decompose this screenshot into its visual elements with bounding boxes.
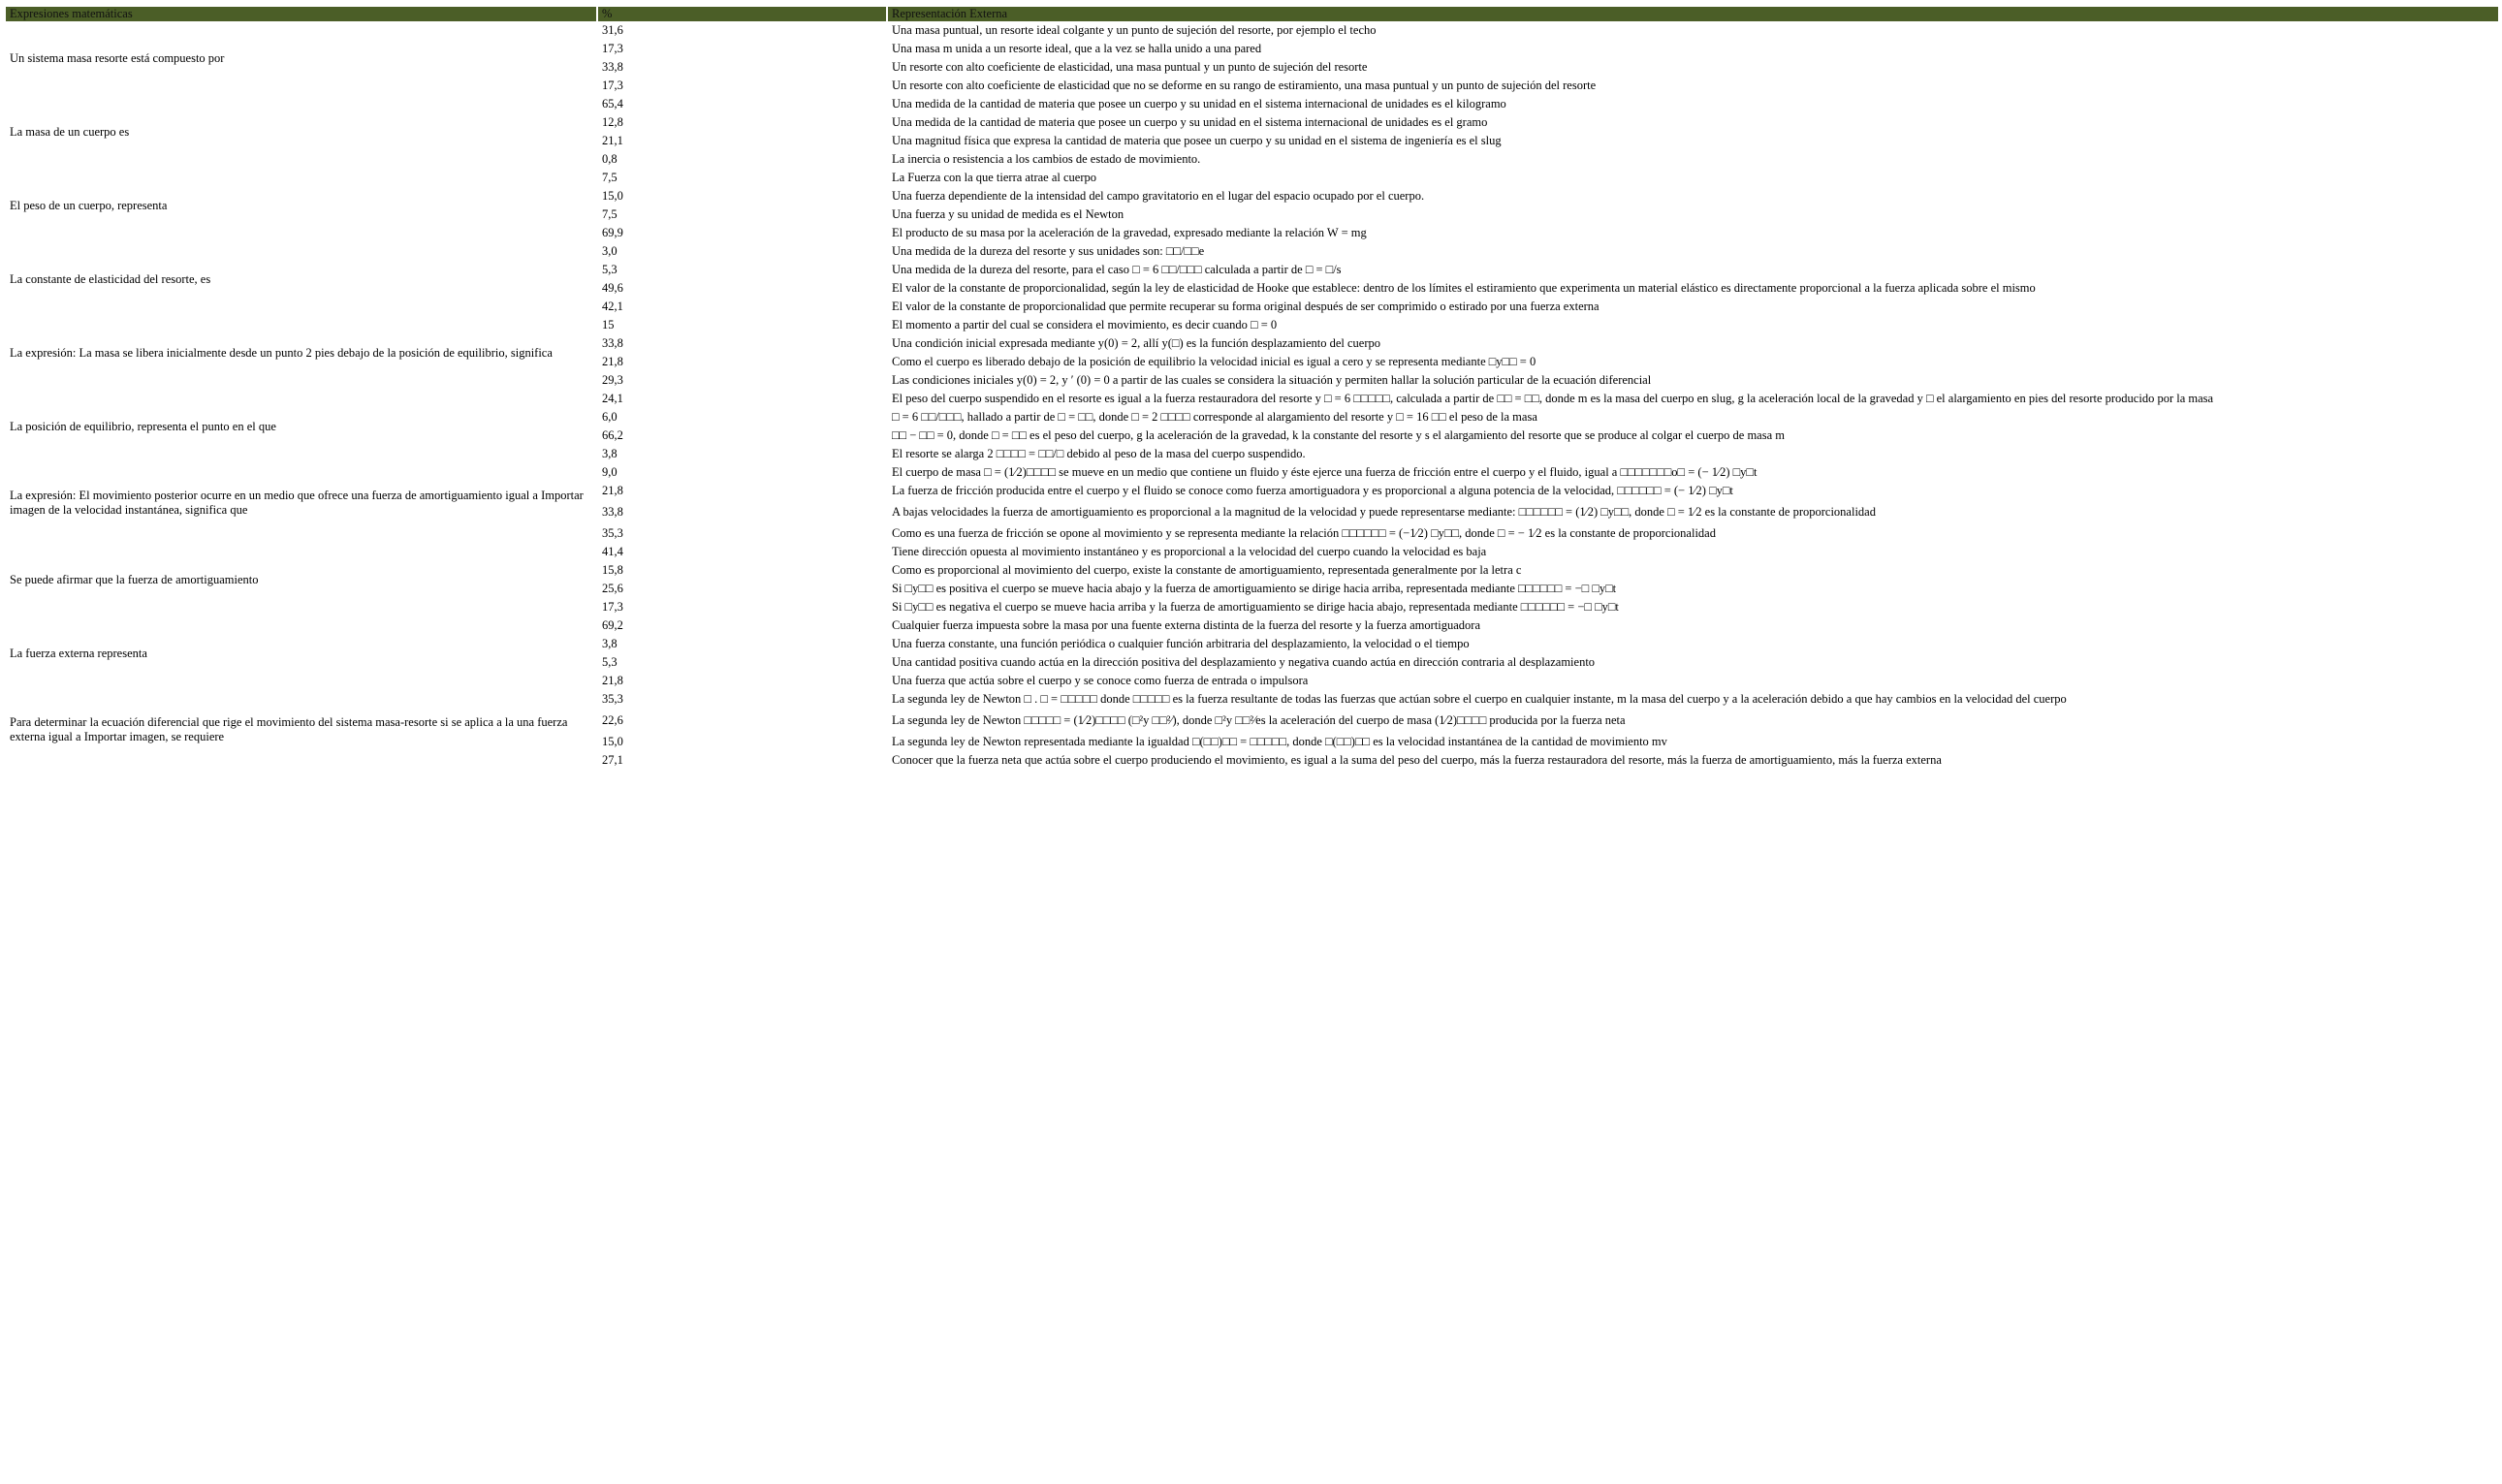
percent-cell: 41,4 [602, 545, 623, 558]
representation-cell: El peso del cuerpo suspendido en el resorte es igual a la fuerza restauradora del resorte y □ = 6 □□□□□, calculada a partir de □□ = □□, donde m es la masa del cuerpo en slug, g la aceleración local de la gravedad y □ el alargamiento en pies del resorte producido por la masa [892, 392, 2214, 405]
percent-cell: 17,3 [602, 42, 623, 55]
expression-cell: La expresión: La masa se libera inicialmente desde un punto 2 pies debajo de la posición de equilibrio, significa [10, 345, 553, 360]
percent-cell: 22,6 [602, 713, 623, 727]
percent-cell: 24,1 [602, 392, 623, 405]
expression-cell: El peso de un cuerpo, representa [10, 198, 168, 212]
expression-cell: Se puede afirmar que la fuerza de amortiguamiento [10, 572, 259, 586]
percent-cell: 5,3 [602, 263, 618, 276]
representation-cell: El valor de la constante de proporcionalidad, según la ley de elasticidad de Hooke que establece: dentro de los límites el estiramiento que experimenta un material elástico es directamente proporcional a la fuerza aplicada sobre el mismo [892, 281, 2036, 295]
table-row [6, 390, 2498, 408]
representation-cell: El cuerpo de masa □ = (1⁄2)□□□□ se mueve en un medio que contiene un fluido y éste ejerce una fuerza de fricción entre el cuerpo y el fluido, igual a □□□□□□□o□ = (− 1⁄2) □y□t [892, 465, 1758, 479]
representation-cell: Como es proporcional al movimiento del cuerpo, existe la constante de amortiguamiento, representada generalmente por la letra c [892, 563, 1522, 577]
representation-cell: Como el cuerpo es liberado debajo de la posición de equilibrio la velocidad inicial es igual a cero y se representa mediante □y□□ = 0 [892, 355, 1536, 368]
table-row [6, 21, 2498, 40]
expression-cell: Un sistema masa resorte está compuesto por [10, 50, 225, 65]
percent-cell: 69,2 [602, 618, 623, 632]
representation-cell: Un resorte con alto coeficiente de elasticidad, una masa puntual y un punto de sujeción del resorte [892, 60, 1368, 74]
representation-cell: Una fuerza constante, una función periódica o cualquier función arbitraria del desplazamiento, la velocidad o el tiempo [892, 637, 1470, 650]
percent-cell: 21,8 [602, 674, 623, 687]
percent-cell: 15 [602, 318, 615, 332]
percent-cell: 7,5 [602, 171, 618, 184]
table-body [6, 21, 2498, 770]
percent-cell: 33,8 [602, 336, 623, 350]
representation-cell: Una masa puntual, un resorte ideal colgante y un punto de sujeción del resorte, por ejemplo el techo [892, 23, 1377, 37]
percent-cell: 9,0 [602, 465, 618, 479]
table-row [6, 169, 2498, 187]
percent-cell: 65,4 [602, 97, 623, 111]
representation-cell: Una medida de la dureza del resorte y sus unidades son: □□/□□e [892, 244, 1205, 258]
representation-cell: La Fuerza con la que tierra atrae al cuerpo [892, 171, 1096, 184]
expression-cell: La posición de equilibrio, representa el punto en el que [10, 419, 276, 433]
representation-cell: Un resorte con alto coeficiente de elasticidad que no se deforme en su rango de estiramiento, una masa puntual y un punto de sujeción del resorte [892, 79, 1597, 92]
expression-cell: La fuerza externa representa [10, 646, 147, 660]
table-row [6, 543, 2498, 561]
expression-cell: La constante de elasticidad del resorte, es [10, 271, 211, 286]
representation-cell: La fuerza de fricción producida entre el cuerpo y el fluido se conoce como fuerza amortiguadora y es proporcional a alguna potencia de la velocidad, □□□□□□ = (− 1⁄2) □y□t [892, 484, 1733, 497]
percent-cell: 35,3 [602, 692, 623, 706]
table-row [6, 95, 2498, 113]
representation-cell: Tiene dirección opuesta al movimiento instantáneo y es proporcional a la velocidad del cuerpo cuando la velocidad es baja [892, 545, 1487, 558]
representation-cell: Una condición inicial expresada mediante y(0) = 2, allí y(□) es la función desplazamiento del cuerpo [892, 336, 1380, 350]
percent-cell: 15,8 [602, 563, 623, 577]
percent-cell: 33,8 [602, 505, 623, 519]
page-container [6, 7, 2498, 770]
representation-cell: Una magnitud física que expresa la cantidad de materia que posee un cuerpo y su unidad en el sistema de ingeniería es el slug [892, 134, 1502, 147]
representation-cell: Una medida de la dureza del resorte, para el caso □ = 6 □□/□□□ calculada a partir de □ = □/s [892, 263, 1342, 276]
representation-cell: Conocer que la fuerza neta que actúa sobre el cuerpo produciendo el movimiento, es igual a la suma del peso del cuerpo, más la fuerza restauradora del resorte, más la fuerza de amortiguamiento, más la fuerza externa [892, 753, 1942, 767]
percent-cell: 21,8 [602, 355, 623, 368]
percent-cell: 15,0 [602, 189, 623, 203]
representation-cell: Una cantidad positiva cuando actúa en la dirección positiva del desplazamiento y negativa cuando actúa en dirección contraria al desplazamiento [892, 655, 1596, 669]
percent-cell: 3,0 [602, 244, 618, 258]
representation-cell: Una medida de la cantidad de materia que posee un cuerpo y su unidad en el sistema internacional de unidades es el gramo [892, 115, 1488, 129]
representation-cell: Una fuerza y su unidad de medida es el Newton [892, 207, 1124, 221]
percent-cell: 66,2 [602, 428, 623, 442]
expression-cell: La masa de un cuerpo es [10, 124, 130, 139]
header-percent: % [598, 7, 886, 21]
header-representacion: Representación Externa [888, 7, 2498, 21]
representation-cell: La segunda ley de Newton □□□□□ = (1⁄2)□□□□ (□²y □□²⁄), donde □²y □□²⁄es la aceleración del cuerpo de masa (1⁄2)□□□□ producida por la fuerza neta [892, 713, 1626, 727]
percent-cell: 5,3 [602, 655, 618, 669]
table-row [6, 690, 2498, 709]
expression-cell: La expresión: El movimiento posterior ocurre en un medio que ofrece una fuerza de amortiguamiento igual a Importar imagen de la velocidad instantánea, significa que [10, 489, 584, 517]
representation-cell: Una fuerza dependiente de la intensidad del campo gravitatorio en el lugar del espacio ocupado por el cuerpo. [892, 189, 1425, 203]
representation-cell: Si □y□□ es positiva el cuerpo se mueve hacia abajo y la fuerza de amortiguamiento se dirige hacia arriba, representada mediante □□□□□□ = −□ □y□t [892, 582, 1617, 595]
percent-cell: 21,8 [602, 484, 623, 497]
percent-cell: 21,1 [602, 134, 623, 147]
representation-cell: La inercia o resistencia a los cambios de estado de movimiento. [892, 152, 1201, 166]
percent-cell: 25,6 [602, 582, 623, 595]
percent-cell: 33,8 [602, 60, 623, 74]
percent-cell: 49,6 [602, 281, 623, 295]
percent-cell: 42,1 [602, 300, 623, 313]
representation-cell: El producto de su masa por la aceleración de la gravedad, expresado mediante la relación W = mg [892, 226, 1367, 239]
header-expresiones: Expresiones matemáticas [6, 7, 596, 21]
representation-cell: Cualquier fuerza impuesta sobre la masa por una fuente externa distinta de la fuerza del resorte y la fuerza amortiguadora [892, 618, 1481, 632]
table-row [6, 463, 2498, 482]
percent-cell: 29,3 [602, 373, 623, 387]
table-row [6, 616, 2498, 635]
percent-cell: 69,9 [602, 226, 623, 239]
percent-cell: 0,8 [602, 152, 618, 166]
table-row [6, 242, 2498, 261]
representation-cell: A bajas velocidades la fuerza de amortiguamiento es proporcional a la magnitud de la velocidad y puede representarse mediante: □□□□□□ = (1⁄2) □y□□, donde □ = 1⁄2 es la constante de proporcionalidad [892, 505, 1876, 519]
table-header-row [6, 7, 2498, 21]
percent-cell: 6,0 [602, 410, 618, 424]
percent-cell: 31,6 [602, 23, 623, 37]
percent-cell: 17,3 [602, 79, 623, 92]
representation-cell: La segunda ley de Newton □ . □ = □□□□□ donde □□□□□ es la fuerza resultante de todas las fuerzas que actúan sobre el cuerpo en cualquier instante, m la masa del cuerpo y a la aceleración debido a que hay cambios en la velocidad del cuerpo [892, 692, 2067, 706]
representation-cell: □□ − □□ = 0, donde □ = □□ es el peso del cuerpo, g la aceleración de la gravedad, k la constante del resorte y s el alargamiento del resorte que se produce al colgar el cuerpo de masa m [892, 428, 1785, 442]
representation-cell: El momento a partir del cual se considera el movimiento, es decir cuando □ = 0 [892, 318, 1278, 332]
expression-cell: Para determinar la ecuación diferencial que rige el movimiento del sistema masa-resorte si se aplica a la una fuerza externa igual a Importar imagen, se requiere [10, 715, 568, 743]
percent-cell: 3,8 [602, 447, 618, 460]
percent-cell: 15,0 [602, 735, 623, 748]
percent-cell: 7,5 [602, 207, 618, 221]
representation-cell: Las condiciones iniciales y(0) = 2, y ′ (0) = 0 a partir de las cuales se considera la situación y permiten hallar la solución particular de la ecuación diferencial [892, 373, 1652, 387]
representation-cell: □ = 6 □□/□□□, hallado a partir de □ = □□, donde □ = 2 □□□□ corresponde al alargamiento del resorte y □ = 16 □□ el peso de la masa [892, 410, 1537, 424]
representation-cell: Si □y□□ es negativa el cuerpo se mueve hacia arriba y la fuerza de amortiguamiento se dirige hacia abajo, representada mediante □□□□□□ = −□ □y□t [892, 600, 1619, 614]
percent-cell: 3,8 [602, 637, 618, 650]
table-row [6, 316, 2498, 334]
representation-cell: Una masa m unida a un resorte ideal, que a la vez se halla unido a una pared [892, 42, 1262, 55]
representation-cell: La segunda ley de Newton representada mediante la igualdad □(□□)□□ = □□□□□, donde □(□□)□□ es la velocidad instantánea de la cantidad de movimiento mv [892, 735, 1667, 748]
representation-cell: Una fuerza que actúa sobre el cuerpo y se conoce como fuerza de entrada o impulsora [892, 674, 1309, 687]
percent-cell: 27,1 [602, 753, 623, 767]
results-table [4, 7, 2500, 770]
percent-cell: 35,3 [602, 526, 623, 540]
representation-cell: El resorte se alarga 2 □□□□ = □□/□ debido al peso de la masa del cuerpo suspendido. [892, 447, 1306, 460]
representation-cell: Como es una fuerza de fricción se opone al movimiento y se representa mediante la relación □□□□□□ = (−1⁄2) □y□□, donde □ = − 1⁄2 es la constante de proporcionalidad [892, 526, 1716, 540]
percent-cell: 12,8 [602, 115, 623, 129]
representation-cell: El valor de la constante de proporcionalidad que permite recuperar su forma original después de ser comprimido o estirado por una fuerza externa [892, 300, 1599, 313]
percent-cell: 17,3 [602, 600, 623, 614]
representation-cell: Una medida de la cantidad de materia que posee un cuerpo y su unidad en el sistema internacional de unidades es el kilogramo [892, 97, 1506, 111]
